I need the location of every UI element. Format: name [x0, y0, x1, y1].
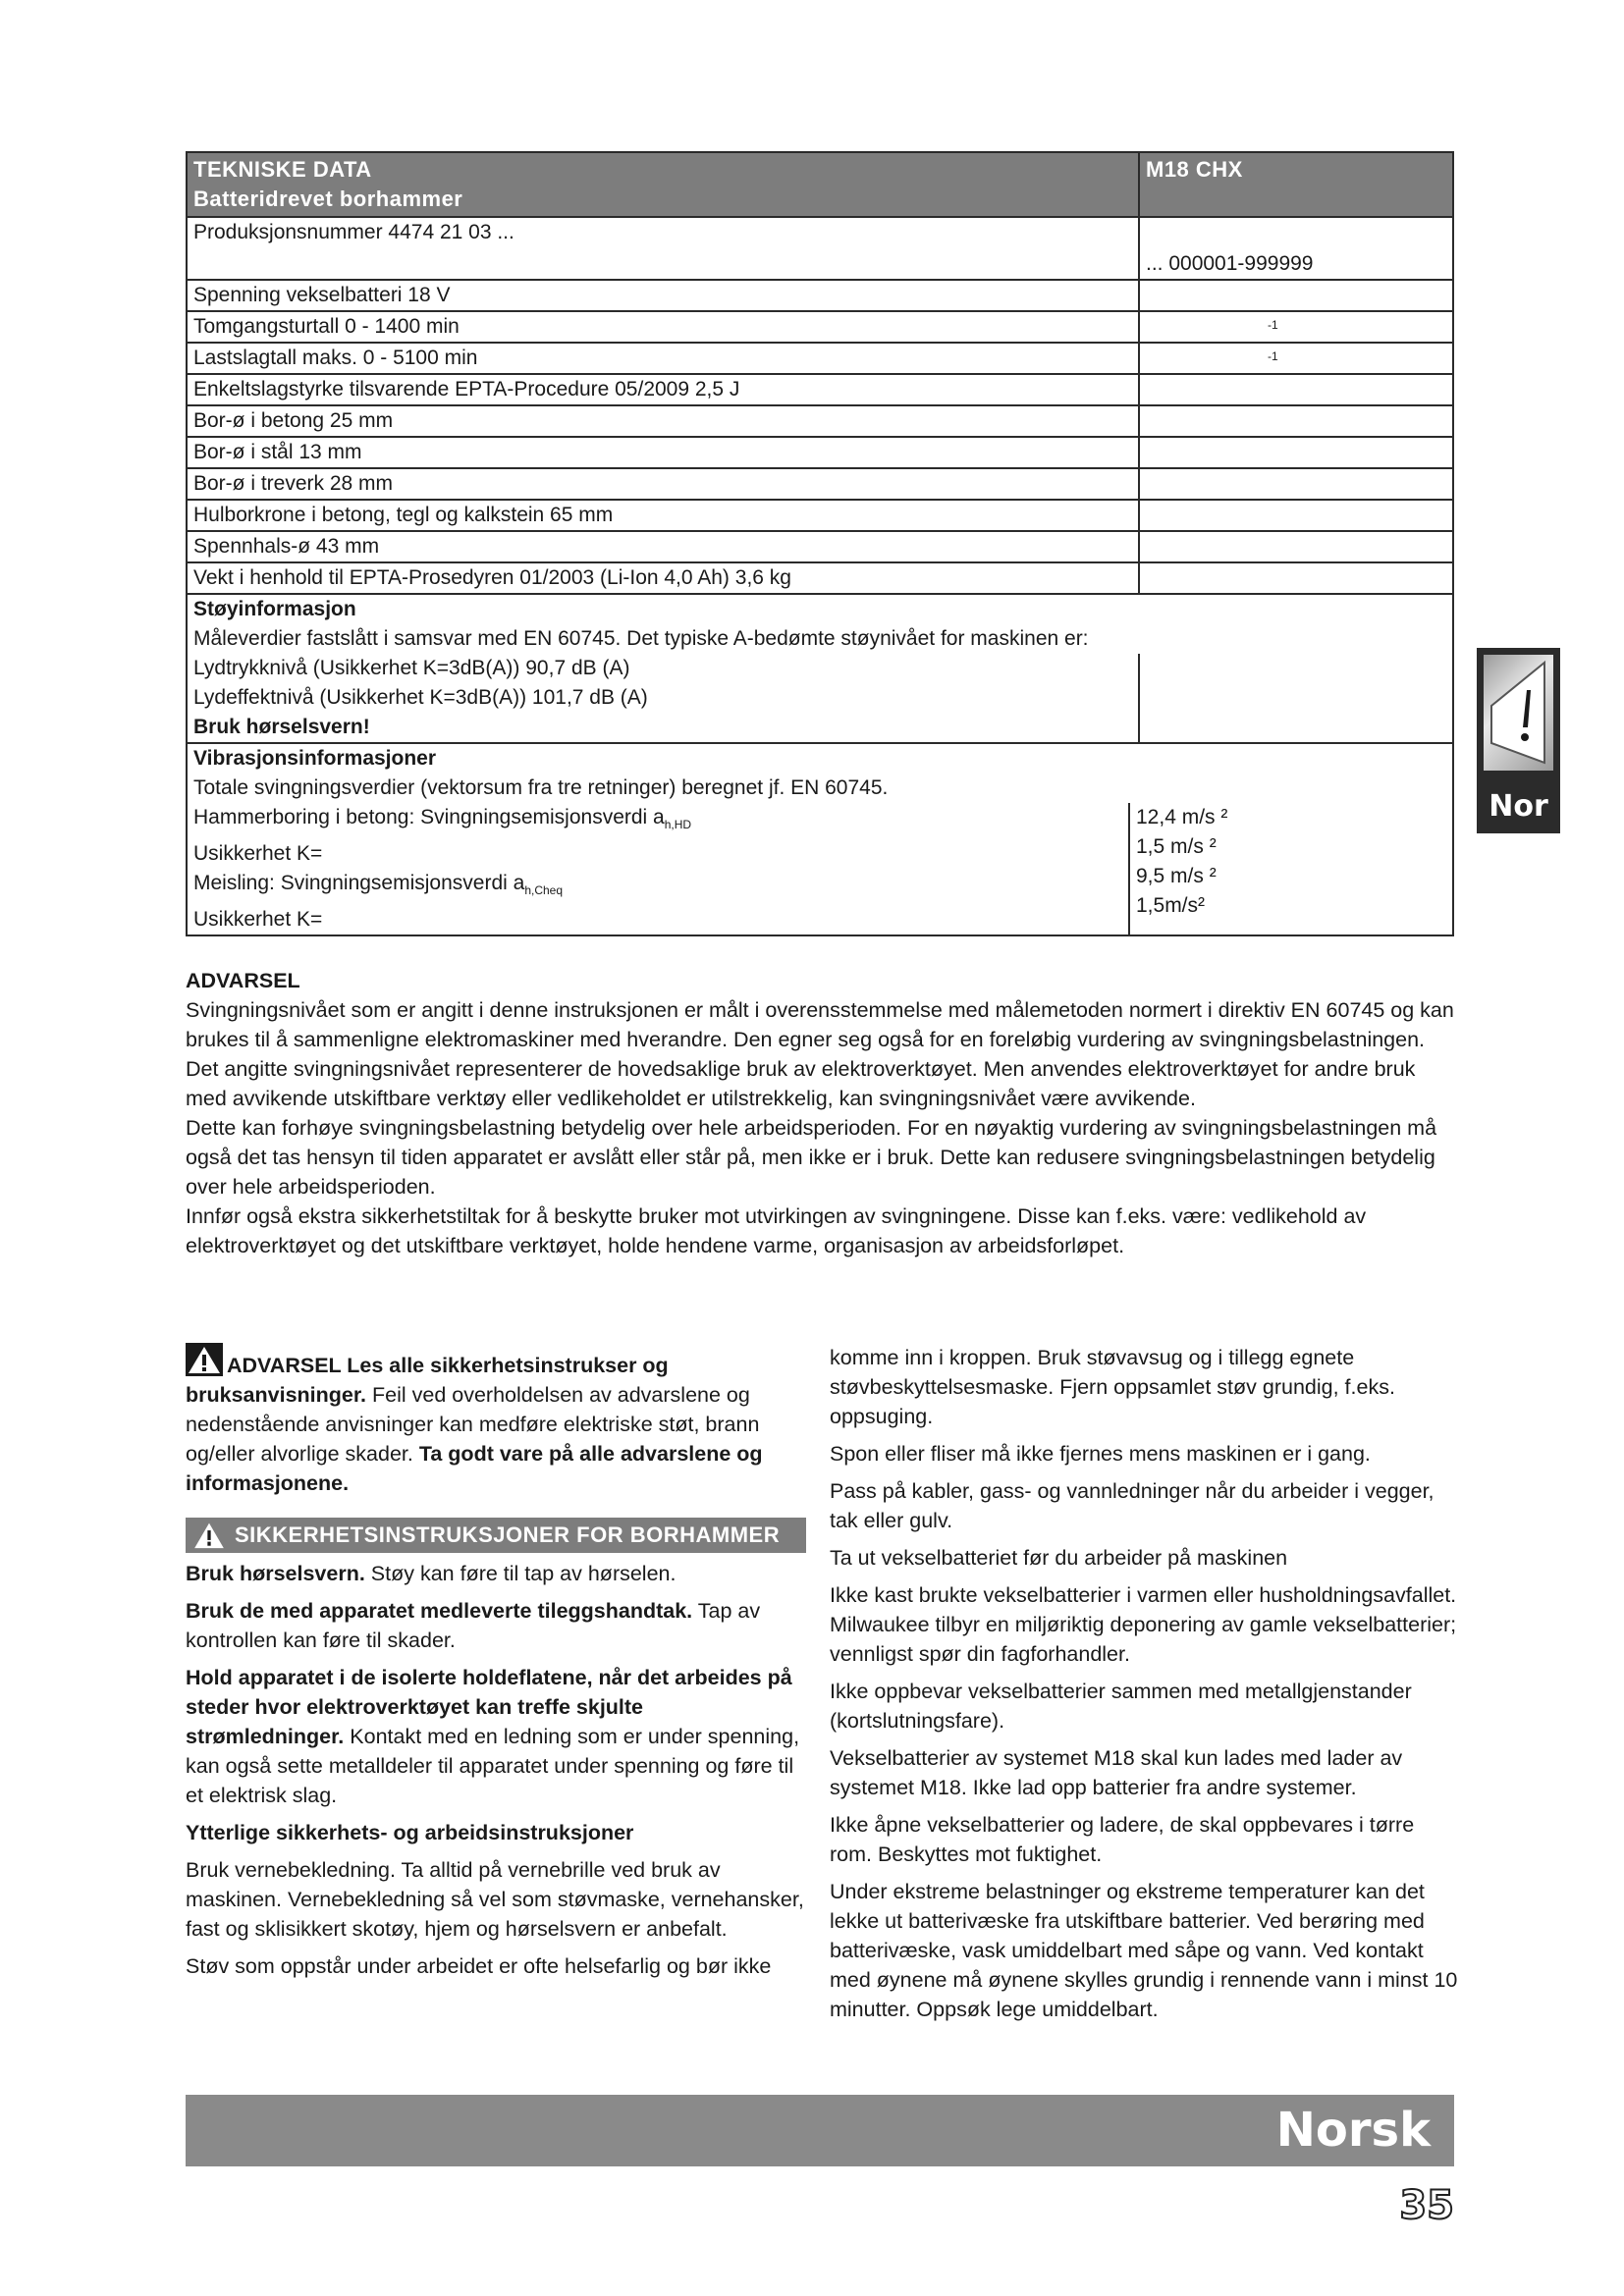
section-title: SIKKERHETSINSTRUKSJONER FOR BORHAMMER [235, 1522, 781, 1547]
advarsel-paragraph: Det angitte svingningsnivået representerer de hovedsaklige bruk av elektroverktøyet. Men anvendes elektroverktøyet for andre bruk med avvikende utskiftbare verktøy eller vedlikeholdet er utilstrekkelig, kan svingningsnivået være avvikende. [186, 1057, 1416, 1110]
sound-pressure-level: Lydtrykknivå (Usikkerhet K=3dB(A)) 90,7 dB (A) [193, 657, 630, 679]
table-row: Lastslagtall maks. 0 - 5100 min -1 [188, 344, 1452, 375]
page-number: 35 [1399, 2183, 1454, 2228]
instruction-paragraph: Ta ut vekselbatteriet før du arbeider på maskinen [830, 1546, 1288, 1570]
instruction-paragraph: Ikke kast brukte vekselbatterier i varmen eller husholdningsavfallet. Milwaukee tilbyr en miljøriktig deponering av gamle vekselbatterier; vennligst spør din fagforhandler. [830, 1583, 1457, 1666]
table-row: Bor-ø i betong 25 mm [188, 406, 1452, 438]
vibration-warning-section [186, 966, 1462, 1260]
instruction-paragraph: Under ekstreme belastninger og ekstreme temperaturer kan det lekke ut batterivæske fra utskiftbare batterier. Ved berøring med batterivæske, vask umiddelbart med såpe og vann. Ved kontakt med øynene må øynene skylles grundig i rennende vann i minst 10 minutter. Oppsøk lege umiddelbart. [830, 1880, 1458, 2021]
vibration-label: Usikkerhet K= [193, 908, 323, 932]
instruction-paragraph: Hold apparatet i de isolerte holdeflatene, når det arbeides på steder hvor elektroverktøyet kan treffe skjulte strømledninger. Kontakt med en ledning som er under spenning, kan også sette metalldeler til apparatet under spenning og føre til et elektrisk slag. [186, 1666, 800, 1807]
vibration-label: Hammerboring i betong: Svingningsemisjonsverdi $a_{h,HD}$ [193, 806, 692, 832]
unit-superscript: -1 [1268, 318, 1278, 332]
vibration-heading: Vibrasjonsinformasjoner [193, 747, 437, 770]
instruction-paragraph: Vekselbatterier av systemet M18 skal kun lades med lader av systemet M18. Ikke lad opp batterier fra andre systemer. [830, 1746, 1403, 1799]
table-row: Vekt i henhold til EPTA-Prosedyren 01/2003 (Li-Ion 4,0 Ah) 3,6 kg [188, 563, 1452, 595]
footer-language-bar [186, 2095, 1454, 2166]
model-name: M18 CHX [1146, 157, 1243, 182]
general-warning: ADVARSEL Les alle sikkerhetsinstrukser og bruksanvisninger. Feil ved overholdelsen av advarslene og nedenstående anvisninger kan medføre elektriske støt, brann og/eller alvorlige skader. Ta godt vare på alle advarslene og informasjonene. [186, 1343, 806, 1498]
vibration-info-block [188, 744, 1452, 934]
vibration-label: Usikkerhet K= [193, 842, 323, 866]
right-column [830, 1343, 1460, 2032]
table-row: Spennhals-ø 43 mm [188, 532, 1452, 563]
sub-heading: Ytterlige sikkerhets- og arbeidsinstruksjoner [186, 1821, 634, 1844]
footer-language: Norsk [1275, 2103, 1431, 2158]
left-column [186, 1343, 806, 1989]
vibration-intro: Totale svingningsverdier (vektorsum fra tre retninger) beregnet jf. EN 60745. [193, 776, 889, 799]
tech-data-table [186, 151, 1454, 936]
instruction-paragraph: Støv som oppstår under arbeidet er ofte helsefarlig og bør ikke [186, 1954, 772, 1978]
noise-heading: Støyinformasjon [193, 598, 356, 620]
instruction-paragraph: Bruk hørselsvern. Støy kan føre til tap av hørselen. [186, 1562, 677, 1585]
instruction-paragraph: Bruk vernebekledning. Ta alltid på vernebrille ved bruk av maskinen. Vernebekledning så vel som støvmaske, vernehansker, fast og sklisikkert skotøy, hjem og hørselsvern er anbefalt. [186, 1858, 804, 1941]
table-header [188, 153, 1452, 218]
hearing-protection-warning: Bruk hørselsvern! [193, 716, 370, 738]
vibration-value: 12,4 m/s ² [1136, 806, 1228, 828]
warning-triangle-icon [186, 1343, 223, 1376]
advarsel-paragraph: Dette kan forhøye svingningsbelastning betydelig over hele arbeidsperioden. For en nøyaktig vurdering av svingningsbelastningen må også det tas hensyn til tiden apparatet er avslått eller står på, men ikke er i bruk. Dette kan redusere svingningsbelastningen betydelig over hele arbeidsperioden. [186, 1116, 1437, 1199]
vibration-value: 1,5 m/s ² [1136, 835, 1217, 858]
table-row: Enkeltslagstyrke tilsvarende EPTA-Procedure 05/2009 2,5 J [188, 375, 1452, 406]
instruction-paragraph: Bruk de med apparatet medleverte tileggshandtak. Tap av kontrollen kan føre til skader. [186, 1599, 761, 1652]
advarsel-paragraph: Svingningsnivået som er angitt i denne instruksjonen er målt i overensstemmelse med målemetoden normert i direktiv EN 60745 og kan brukes til å sammenligne elektromaskiner med hverandre. Den egner seg også for en foreløbig vurdering av svingningsbelastningen. [186, 998, 1454, 1051]
side-tab-label: Nor [1489, 789, 1548, 824]
section-title-bar [186, 1518, 806, 1553]
unit-superscript: -1 [1268, 349, 1278, 363]
instruction-paragraph: Pass på kabler, gass- og vannledninger når du arbeider i vegger, tak eller gulv. [830, 1479, 1435, 1532]
advarsel-heading: ADVARSEL [186, 969, 300, 992]
table-row: Hulborkrone i betong, tegl og kalkstein 65 mm [188, 501, 1452, 532]
table-row: Spenning vekselbatteri 18 V [188, 281, 1452, 312]
exclamation-warning-icon [1484, 655, 1553, 771]
advarsel-paragraph: Innfør også ekstra sikkerhetstiltak for å beskytte bruker mot utvirkingen av svingningene. Disse kan f.eks. være: vedlikehold av elektroverktøyet og det utskiftbare verktøyet, holde hendene varme, organisasjon av arbeidsforløpet. [186, 1204, 1367, 1257]
sound-power-level: Lydeffektnivå (Usikkerhet K=3dB(A)) 101,7 dB (A) [193, 686, 648, 709]
table-row: Bor-ø i stål 13 mm [188, 438, 1452, 469]
vibration-value: 1,5m/s² [1136, 894, 1206, 917]
vibration-label: Meisling: Svingningsemisjonsverdi $a_{h,Cheq}$ [193, 872, 564, 898]
table-title: TEKNISKE DATA [193, 157, 372, 182]
instruction-paragraph: Ikke oppbevar vekselbatterier sammen med metallgjenstander (kortslutningsfare). [830, 1680, 1412, 1733]
vibration-value: 9,5 m/s ² [1136, 865, 1217, 887]
table-row: Tomgangsturtall 0 - 1400 min -1 [188, 312, 1452, 344]
table-row: Produksjonsnummer 4474 21 03 ... ... 000001-999999 [188, 218, 1452, 281]
instruction-paragraph: Spon eller fliser må ikke fjernes mens maskinen er i gang. [830, 1442, 1371, 1466]
noise-intro: Måleverdier fastslått i samsvar med EN 60745. Det typiske A-bedømte støynivået for maskinen er: [193, 627, 1089, 650]
warning-triangle-icon [193, 1522, 225, 1549]
noise-info-block [188, 595, 1452, 744]
language-side-tab [1477, 648, 1560, 833]
table-subtitle: Batteridrevet borhammer [193, 187, 463, 211]
instruction-paragraph: Ikke åpne vekselbatterier og ladere, de skal oppbevares i tørre rom. Beskyttes mot fuktighet. [830, 1813, 1415, 1866]
instruction-paragraph: komme inn i kroppen. Bruk støvavsug og i tillegg egnete støvbeskyttelsesmaske. Fjern oppsamlet støv grundig, f.eks. oppsuging. [830, 1346, 1395, 1428]
table-row: Bor-ø i treverk 28 mm [188, 469, 1452, 501]
